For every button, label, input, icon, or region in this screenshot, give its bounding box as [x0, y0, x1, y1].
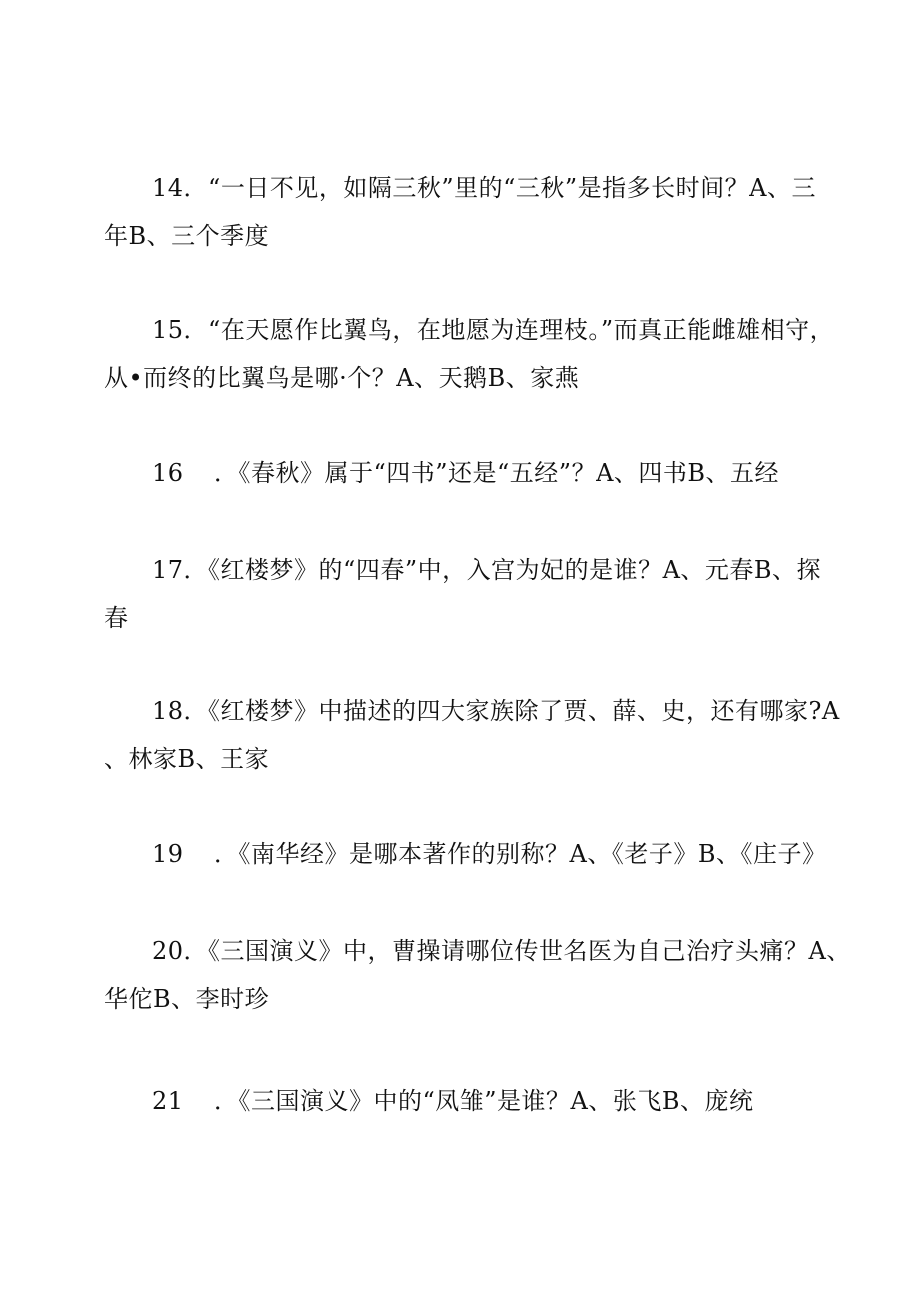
question-text-line-2: 从•而终的比翼鸟是哪·个？A、天鹅B、家燕	[104, 364, 580, 392]
question-number: 19	[152, 840, 184, 868]
question-text-line-1: ．“一日不见，如隔三秋”里的“三秋”是指多长时间？A、三	[183, 174, 816, 202]
question-text-line-1: ．“在天愿作比翼鸟，在地愿为连理枝。”而真正能雌雄相守，	[183, 316, 835, 344]
question-number: 14	[152, 174, 184, 202]
question-text-line-1: ．《南华经》是哪本著作的别称？A、《老子》B、《庄子》	[214, 840, 827, 868]
question-text-line-1: ．《红楼梦》中描述的四大家族除了贾、薛、史，还有哪家?A	[183, 697, 840, 725]
question-text-line-2: 年B、三个季度	[104, 222, 270, 250]
question-number: 20	[152, 937, 184, 965]
question-number: 18	[152, 697, 184, 725]
question-text-line-1: ．《春秋》属于“四书”还是“五经”？A、四书B、五经	[214, 459, 780, 487]
question-number: 16	[152, 459, 184, 487]
question-text-line-2: 华佗B、李时珍	[104, 985, 270, 1013]
question-number: 15	[152, 316, 184, 344]
question-text-line-1: ．《红楼梦》的“四春”中，入宫为妃的是谁？A、元春B、探	[183, 556, 822, 584]
question-number: 17	[152, 556, 184, 584]
question-text-line-2: 春	[104, 604, 129, 632]
question-number: 21	[152, 1087, 184, 1115]
question-text-line-1: ．《三国演义》中的“凤雏”是谁？A、张飞B、庞统	[214, 1087, 754, 1115]
question-text-line-1: ．《三国演义》中，曹操请哪位传世名医为自己治疗头痛？A、	[183, 937, 851, 965]
question-text-line-2: 、林家B、王家	[104, 745, 270, 773]
